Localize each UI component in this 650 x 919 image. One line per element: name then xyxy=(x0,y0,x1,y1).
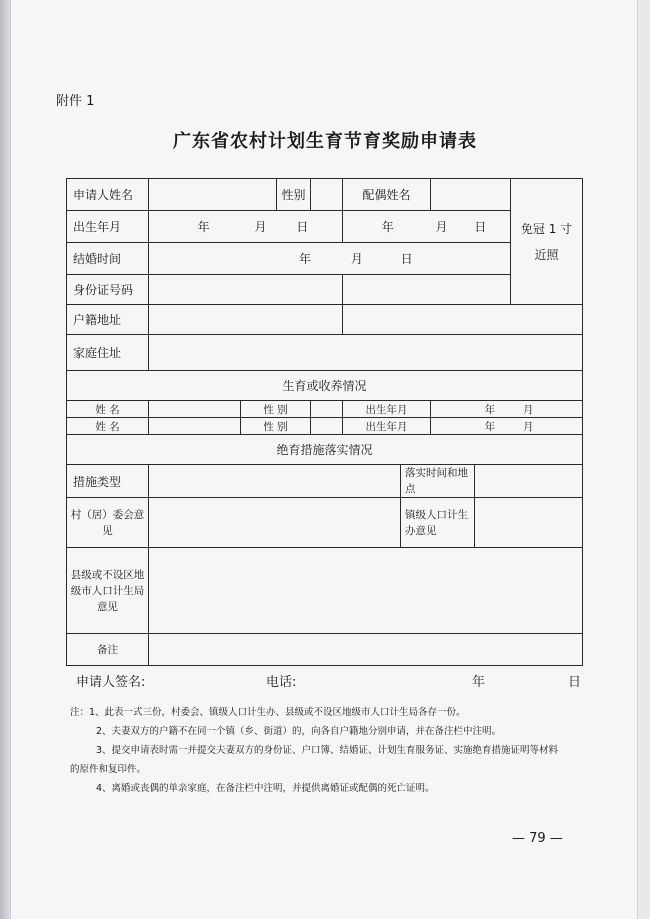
measure-type-field[interactable] xyxy=(149,465,401,498)
id-number-label: 身份证号码 xyxy=(67,275,149,305)
signature-line xyxy=(76,671,586,690)
child-1-gender-field[interactable] xyxy=(311,401,343,418)
spouse-id-field[interactable] xyxy=(343,275,511,305)
village-opinion-label: 村（居）委会意见 xyxy=(67,498,149,548)
village-opinion-field[interactable] xyxy=(149,498,401,548)
month-text: 月 xyxy=(254,220,267,234)
note-1: 1、此表一式三份，村委会、镇级人口计生办、县级或不设区地级市人口计生局各存一份。 xyxy=(89,707,466,718)
year-text: 年 xyxy=(484,403,496,416)
child-2-name-field[interactable] xyxy=(149,418,241,435)
applicant-id-field[interactable] xyxy=(149,275,343,305)
phone-label: 电话: xyxy=(266,675,297,690)
day-text: 日 xyxy=(296,220,309,234)
time-place-label: 落实时间和地点 xyxy=(401,465,475,498)
measure-type-label: 措施类型 xyxy=(67,465,149,498)
applicant-name-label: 申请人姓名 xyxy=(67,179,149,211)
county-opinion-label: 县级或不设区地级市人口计生局意见 xyxy=(67,548,149,634)
child-gender-label: 性 别 xyxy=(241,418,311,435)
month-text: 月 xyxy=(522,403,534,416)
page-number: — 79 — xyxy=(512,831,563,846)
note-4: 4、离婚或丧偶的单亲家庭，在备注栏中注明，并提供离婚证或配偶的死亡证明。 xyxy=(96,783,435,794)
note-3-continued: 的原件和复印件。 xyxy=(70,764,147,775)
day-text: 日 xyxy=(474,220,487,234)
notes-prefix: 注： xyxy=(70,707,90,718)
signature-day-text: 日 xyxy=(568,675,582,690)
applicant-name-field[interactable] xyxy=(149,179,277,211)
child-gender-label: 性 别 xyxy=(241,401,311,418)
note-3: 3、提交申请表时需一并提交夫妻双方的身份证、户口簿、结婚证、计划生育服务证、实施绝育措施证明等材料 xyxy=(96,745,559,756)
notes-section xyxy=(70,703,590,798)
note-2: 2、夫妻双方的户籍不在同一个镇（乡、街道）的，向各自户籍地分别申请，并在备注栏中注明。 xyxy=(96,726,502,737)
day-text: 日 xyxy=(400,252,413,266)
child-birth-label: 出生年月 xyxy=(343,418,431,435)
year-text: 年 xyxy=(197,220,210,234)
attachment-label: 附件 1 xyxy=(56,94,95,109)
spouse-name-field[interactable] xyxy=(431,179,511,211)
applicant-signature-label: 申请人签名: xyxy=(76,675,146,690)
spouse-household-field[interactable] xyxy=(343,305,583,335)
applicant-birth-field[interactable] xyxy=(149,211,343,243)
contraception-section-title: 绝育措施落实情况 xyxy=(67,435,583,465)
child-1-name-field[interactable] xyxy=(149,401,241,418)
time-place-field[interactable] xyxy=(475,465,583,498)
child-1-birth-field[interactable] xyxy=(431,401,583,418)
marriage-date-label: 结婚时间 xyxy=(67,243,149,275)
photo-box xyxy=(511,179,583,305)
child-2-gender-field[interactable] xyxy=(311,418,343,435)
month-text: 月 xyxy=(435,220,448,234)
year-text: 年 xyxy=(381,220,394,234)
home-address-field[interactable] xyxy=(149,335,583,371)
spouse-name-label: 配偶姓名 xyxy=(343,179,431,211)
children-section-title: 生育或收养情况 xyxy=(67,371,583,401)
marriage-date-field[interactable] xyxy=(149,243,511,275)
applicant-gender-field[interactable] xyxy=(311,179,343,211)
child-name-label: 姓 名 xyxy=(67,418,149,435)
applicant-gender-label: 性别 xyxy=(277,179,311,211)
photo-label-2: 近照 xyxy=(534,247,559,262)
town-opinion-label: 镇级人口计生办意见 xyxy=(401,498,475,548)
home-address-label: 家庭住址 xyxy=(67,335,149,371)
year-text: 年 xyxy=(299,252,312,266)
child-birth-label: 出生年月 xyxy=(343,401,431,418)
spouse-birth-field[interactable] xyxy=(343,211,511,243)
form-title: 广东省农村计划生育节育奖励申请表 xyxy=(173,131,477,152)
year-text: 年 xyxy=(484,420,496,433)
month-text: 月 xyxy=(350,252,363,266)
signature-year-text: 年 xyxy=(472,675,486,690)
child-2-birth-field[interactable] xyxy=(431,418,583,435)
household-address-label: 户籍地址 xyxy=(67,305,149,335)
county-opinion-field[interactable] xyxy=(149,548,583,634)
child-name-label: 姓 名 xyxy=(67,401,149,418)
remarks-label: 备注 xyxy=(67,634,149,666)
application-form-table xyxy=(66,178,583,666)
photo-label: 免冠 1 寸 xyxy=(520,221,573,236)
applicant-household-field[interactable] xyxy=(149,305,343,335)
remarks-field[interactable] xyxy=(149,634,583,666)
birth-date-label: 出生年月 xyxy=(67,211,149,243)
month-text: 月 xyxy=(522,420,534,433)
town-opinion-field[interactable] xyxy=(475,498,583,548)
